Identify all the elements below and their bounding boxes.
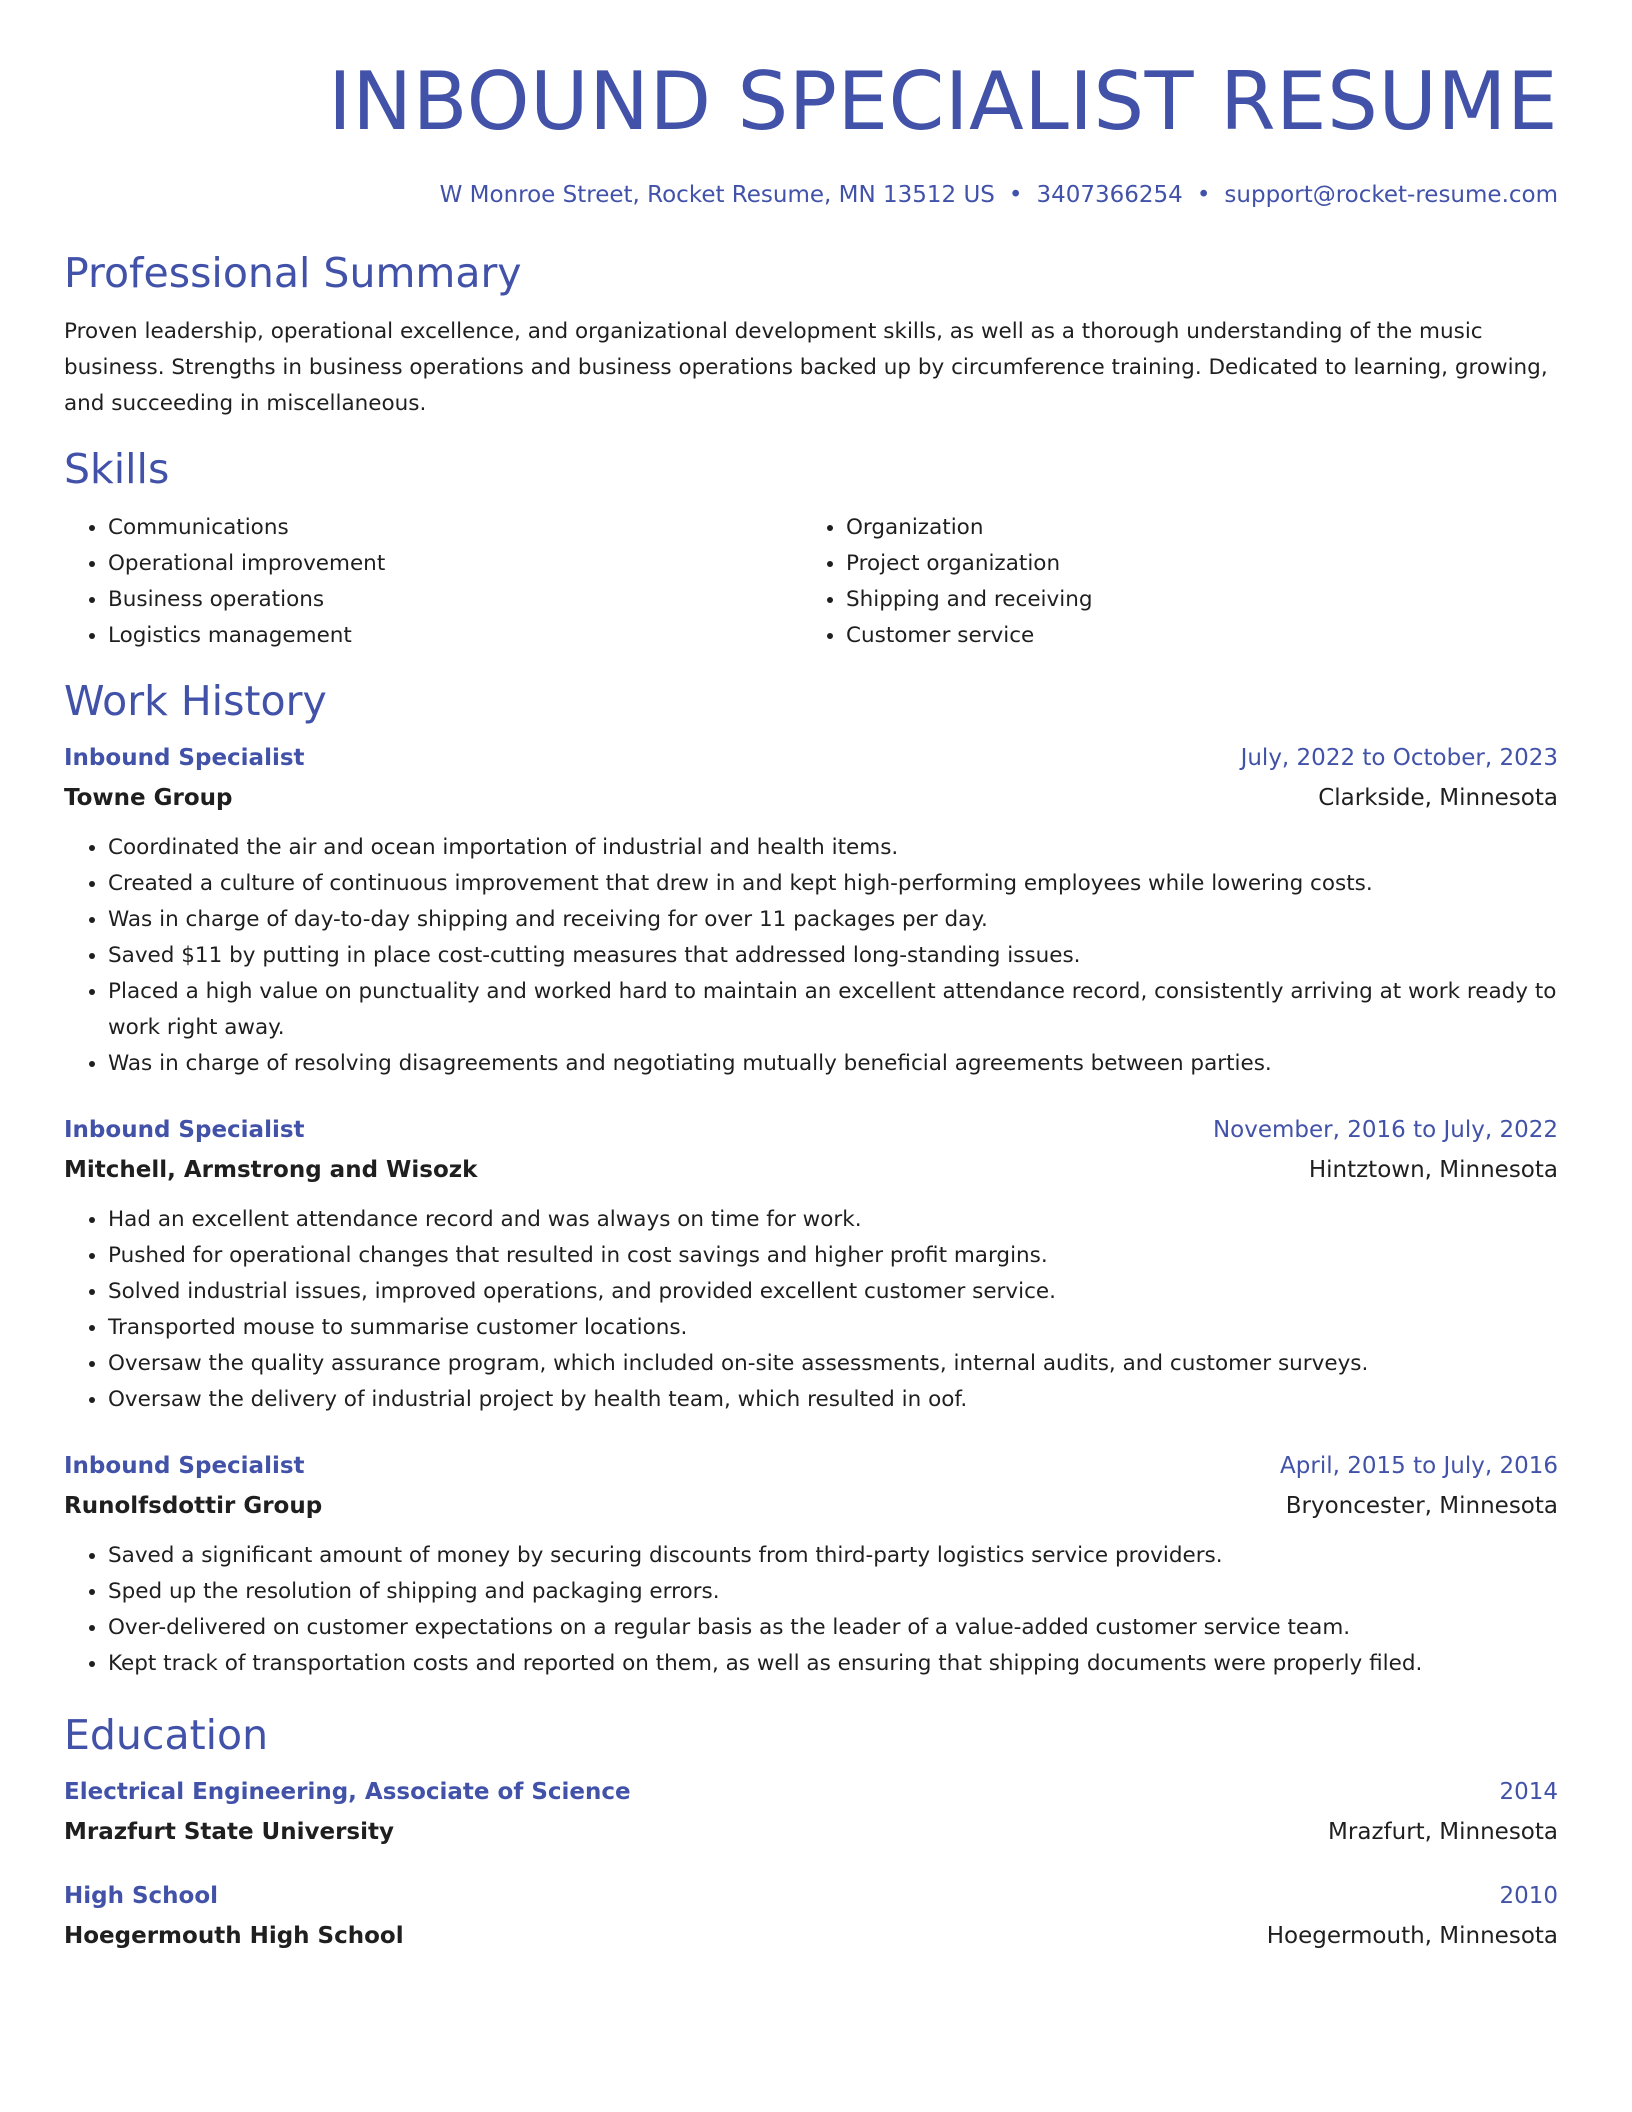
- skill-item: • Operational improvement: [108, 546, 802, 582]
- job-dates: November, 2016 to July, 2022: [1212, 1117, 1558, 1143]
- job-bullet: • Oversaw the delivery of industrial project by health team, which resulted in oof.: [108, 1382, 1558, 1418]
- job-bullet: • Kept track of transportation costs and reported on them, as well as ensuring that shipping documents were properly filed.: [108, 1646, 1558, 1682]
- education-entry: [64, 1878, 1558, 1954]
- skill-item: • Shipping and receiving: [846, 582, 1540, 618]
- job-location: Hintztown, Minnesota: [1308, 1157, 1558, 1183]
- contact-email[interactable]: support@rocket-resume.com: [1224, 182, 1558, 208]
- skills-list: [64, 510, 1558, 654]
- job-bullet: • Saved $11 by putting in place cost-cutting measures that addressed long-standing issues.: [108, 938, 1558, 974]
- education-school: Mrazfurt State University: [64, 1819, 394, 1845]
- job-bullets: [64, 830, 1558, 1082]
- job-location: Clarkside, Minnesota: [1318, 785, 1558, 811]
- job-company: Mitchell, Armstrong and Wisozk: [64, 1157, 478, 1183]
- education-location: Mrazfurt, Minnesota: [1328, 1819, 1558, 1845]
- job-role: Inbound Specialist: [64, 1453, 305, 1479]
- job-bullets: [64, 1538, 1558, 1682]
- skill-item: • Business operations: [108, 582, 802, 618]
- contact-separator: •: [1008, 182, 1023, 208]
- skill-item: • Logistics management: [108, 618, 802, 654]
- resume-page: [64, 0, 1558, 1954]
- education-year: 2010: [1499, 1883, 1558, 1909]
- job-location: Bryoncester, Minnesota: [1285, 1493, 1558, 1519]
- education-year: 2014: [1499, 1779, 1558, 1805]
- education-degree: Electrical Engineering, Associate of Science: [64, 1779, 631, 1805]
- work-history-heading: Work History: [64, 677, 327, 725]
- summary-heading: Professional Summary: [64, 249, 522, 297]
- job-bullet: • Transported mouse to summarise customer locations.: [108, 1310, 1558, 1346]
- job-company: Towne Group: [64, 785, 233, 811]
- education-location: Hoegermouth, Minnesota: [1266, 1923, 1558, 1949]
- skill-item: • Project organization: [846, 546, 1540, 582]
- job-bullet: • Was in charge of resolving disagreements and negotiating mutually beneficial agreements between parties.: [108, 1046, 1558, 1082]
- job-bullet: • Over-delivered on customer expectations on a regular basis as the leader of a value-added customer service team.: [108, 1610, 1558, 1646]
- education-school: Hoegermouth High School: [64, 1923, 404, 1949]
- contact-phone: 3407366254: [1036, 182, 1183, 208]
- job-role: Inbound Specialist: [64, 1117, 305, 1143]
- job-bullet: • Created a culture of continuous improvement that drew in and kept high-performing employees while lowering costs.: [108, 866, 1558, 902]
- job-bullet: • Saved a significant amount of money by securing discounts from third-party logistics service providers.: [108, 1538, 1558, 1574]
- skills-heading: Skills: [64, 445, 170, 493]
- job-bullet: • Pushed for operational changes that resulted in cost savings and higher profit margins.: [108, 1238, 1558, 1274]
- skill-item: • Communications: [108, 510, 802, 546]
- job-entry: [64, 1448, 1558, 1682]
- contact-address: W Monroe Street, Rocket Resume, MN 13512 US: [439, 182, 995, 208]
- job-bullet: • Was in charge of day-to-day shipping and receiving for over 11 packages per day.: [108, 902, 1558, 938]
- education-heading: Education: [64, 1711, 269, 1759]
- education-entry: [64, 1774, 1558, 1850]
- job-bullet: • Sped up the resolution of shipping and packaging errors.: [108, 1574, 1558, 1610]
- job-role: Inbound Specialist: [64, 745, 305, 771]
- job-bullet: • Oversaw the quality assurance program, which included on-site assessments, internal audits, and customer surveys.: [108, 1346, 1558, 1382]
- skills-column-right: [802, 510, 1540, 654]
- contact-separator: •: [1196, 182, 1211, 208]
- job-bullet: • Solved industrial issues, improved operations, and provided excellent customer service.: [108, 1274, 1558, 1310]
- job-dates: July, 2022 to October, 2023: [1240, 745, 1558, 771]
- job-entry: [64, 1112, 1558, 1418]
- job-bullet: • Coordinated the air and ocean importation of industrial and health items.: [108, 830, 1558, 866]
- resume-title: INBOUND SPECIALIST RESUME: [328, 55, 1558, 148]
- skill-item: • Customer service: [846, 618, 1540, 654]
- job-bullets: [64, 1202, 1558, 1418]
- summary-text: Proven leadership, operational excellence, and organizational development skills, as well as a thorough understanding of the music business. Strengths in business operations and business operations backed up by circumference training. Dedicated to learning, growing, and succeeding in miscellaneous.: [64, 319, 1548, 416]
- job-entry: [64, 740, 1558, 1082]
- job-bullet: • Had an excellent attendance record and was always on time for work.: [108, 1202, 1558, 1238]
- education-degree: High School: [64, 1883, 219, 1909]
- job-dates: April, 2015 to July, 2016: [1280, 1453, 1558, 1479]
- job-bullet: • Placed a high value on punctuality and worked hard to maintain an excellent attendance record, consistently arriving at work ready to work right away.: [108, 974, 1558, 1046]
- contact-line: [64, 180, 1558, 210]
- job-company: Runolfsdottir Group: [64, 1493, 323, 1519]
- skill-item: • Organization: [846, 510, 1540, 546]
- skills-column-left: [64, 510, 802, 654]
